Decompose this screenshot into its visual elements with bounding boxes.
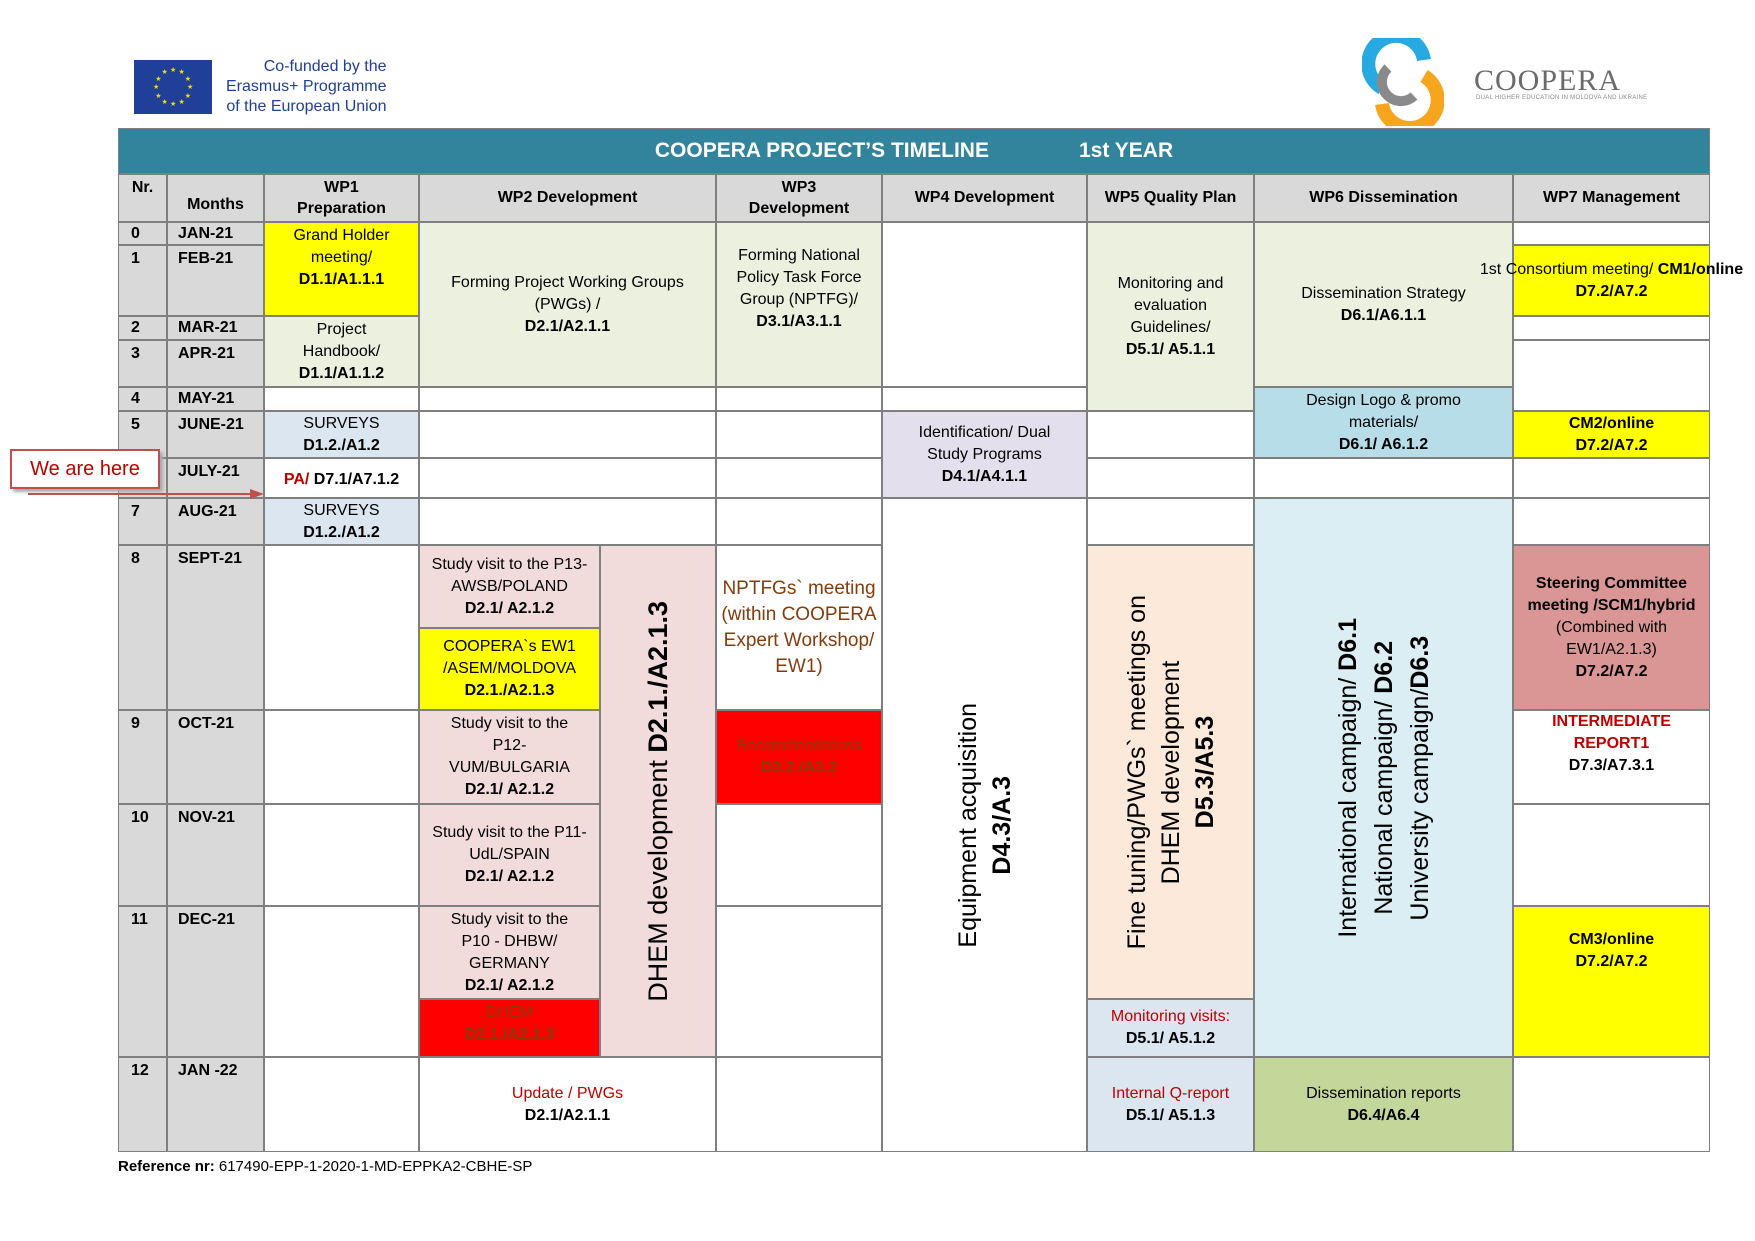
cell-code: D6.3: [1405, 635, 1434, 688]
cell-code: D1.1/A1.1.1: [298, 271, 385, 288]
row-month: JUNE-21: [167, 411, 264, 458]
header-nr: Nr.: [118, 174, 167, 222]
eu-flag-logo: [134, 60, 212, 114]
wp5-internal-q-report: [1087, 1057, 1254, 1152]
wp1-empty: [264, 804, 419, 906]
cell-text: Equipment acquisition: [953, 702, 982, 948]
cell-text: DHEM: [485, 1004, 534, 1021]
wp1-project-handbook: [264, 316, 419, 387]
cell-code: D1.2./A1.2: [303, 523, 380, 541]
wp3-forming-nptfg: [716, 222, 882, 387]
star-icon: ★: [178, 98, 185, 106]
reference-value: 617490-EPP-1-2020-1-MD-EPPKA2-CBHE-SP: [214, 1158, 533, 1175]
star-icon: ★: [155, 92, 162, 100]
header-wp5: WP5 Quality Plan: [1087, 174, 1254, 222]
wp1-empty: [264, 906, 419, 1057]
wp4-equipment-acquisition: [882, 498, 1087, 1152]
reference-number: [118, 1158, 532, 1175]
wp6-campaigns: [1254, 498, 1513, 1057]
cell-text: NPTFGs` meeting (within COOPERA Expert Workshop/ EW1): [721, 577, 877, 677]
wp2-ew1-moldova: [419, 628, 600, 710]
row-nr: 8: [118, 545, 167, 710]
cell-text: Dissemination reports: [1306, 1084, 1461, 1102]
star-icon: ★: [170, 101, 177, 108]
header-wp6: WP6 Dissemination: [1254, 174, 1513, 222]
cell-text: PA/: [283, 471, 310, 488]
cell-code: D3.1/A3.1.1: [756, 313, 842, 330]
star-icon: ★: [155, 75, 162, 83]
cell-text: COOPERA`s EW1 /ASEM/MOLDOVA: [442, 638, 577, 677]
wp7-consortium-meeting: [1479, 245, 1744, 316]
cell-text: DHEM development: [643, 752, 673, 1002]
cell-code: D2.1/ A2.1.2: [464, 868, 555, 885]
wp6-dissemination-strategy: [1254, 222, 1513, 387]
wp3-recommendations: [716, 710, 882, 804]
cell-text: Update / PWGs: [511, 1084, 624, 1102]
wp1-empty: [264, 1057, 419, 1152]
row-month: JAN-21: [167, 222, 264, 245]
header-wp2: WP2 Development: [419, 174, 716, 222]
row-month: SEPT-21: [167, 545, 264, 710]
cell-code: D2.1./A2.1.3: [643, 600, 673, 753]
wp1-empty: [264, 545, 419, 710]
row-nr: 11: [118, 906, 167, 1057]
row-nr: 3: [118, 340, 167, 387]
wp4-empty: [882, 222, 1087, 387]
wp7-empty: [1513, 804, 1710, 906]
wp2-empty: [419, 498, 716, 545]
row-nr: 7: [118, 498, 167, 545]
eu-funding-text: [226, 57, 387, 117]
row-nr: 1: [118, 245, 167, 316]
cell-code: D6.1/A6.1.1: [1340, 306, 1427, 324]
coopera-swirl-icon: [1362, 38, 1444, 126]
cell-code: D6.1/ A6.1.2: [1338, 435, 1429, 453]
wp6-dissemination-reports: [1254, 1057, 1513, 1152]
wp2-study-visit-spain: [419, 804, 600, 906]
cell-code: D5.3/A5.3: [1190, 715, 1219, 829]
wp7-empty: [1513, 1057, 1710, 1152]
table-title-main: COOPERA PROJECT’S TIMELINE: [654, 139, 989, 162]
row-month: JAN -22: [167, 1057, 264, 1152]
cell-code: D3.2./A3.2: [760, 759, 838, 776]
cell-text: Forming National Policy Task Force Group (NPTFG)/: [736, 247, 862, 308]
cell-text: Monitoring and evaluation Guidelines/: [1117, 274, 1224, 336]
header-wp7: WP7 Management: [1513, 174, 1710, 222]
cell-text: (Combined with EW1/A2.1.3): [1555, 618, 1668, 658]
cell-code: D2.1./A2.1.3: [464, 1026, 555, 1043]
wp5-monitoring-visits: [1087, 999, 1254, 1057]
cell-code: D4.1/A4.1.1: [941, 467, 1028, 485]
cell-code: D2.1/ A2.1.2: [464, 599, 555, 617]
wp3-empty: [716, 906, 882, 1057]
cell-text: INTERMEDIATE REPORT1: [1552, 713, 1671, 752]
cell-text: Grand Holder meeting/: [293, 227, 390, 266]
row-month: FEB-21: [167, 245, 264, 316]
row-month: JULY-21: [167, 458, 264, 498]
wp3-empty: [716, 804, 882, 906]
row-nr: 10: [118, 804, 167, 906]
cell-code: D5.1/ A5.1.2: [1125, 1030, 1216, 1047]
vertical-text: [1330, 618, 1438, 938]
cell-code: CM1/online: [1657, 260, 1744, 278]
wp2-dhem: [419, 999, 600, 1057]
wp7-cm2: [1513, 411, 1710, 458]
vertical-text: [1120, 595, 1222, 949]
cell-text: Forming Project Working Groups (PWGs) /: [451, 273, 684, 313]
cell-code: D2.1/ A2.1.2: [464, 781, 555, 798]
cell-text: 1st Consortium meeting/: [1479, 260, 1658, 278]
star-icon: ★: [184, 92, 191, 100]
row-month: APR-21: [167, 340, 264, 387]
wp5-monitoring-guidelines: [1087, 222, 1254, 411]
wp1-surveys-2: [264, 498, 419, 545]
header-wp1: WP1 Preparation: [264, 174, 419, 222]
wp4-identification: [882, 411, 1087, 498]
cell-code: D7.2/A7.2: [1575, 436, 1648, 454]
wp2-empty: [419, 458, 716, 498]
star-icon: ★: [153, 84, 160, 91]
eu-text-line-3: of the European Union: [226, 98, 387, 115]
wp6-design-logo: [1254, 387, 1513, 458]
wp3-empty: [716, 498, 882, 545]
cell-code: D2.1./A2.1.3: [464, 682, 555, 699]
row-month: AUG-21: [167, 498, 264, 545]
reference-label: Reference nr:: [118, 1158, 215, 1175]
cell-code: D6.4/A6.4: [1347, 1106, 1420, 1124]
cell-text: Study visit to the P13-AWSB/POLAND: [431, 555, 588, 595]
cell-text: Study visit to the P12-VUM/BULGARIA: [449, 715, 570, 776]
row-nr: 0: [118, 222, 167, 245]
wp2-study-visit-poland: [419, 545, 600, 628]
wp2-study-visit-bulgaria: [419, 710, 600, 804]
wp2-empty: [419, 411, 716, 458]
star-icon: ★: [170, 67, 177, 74]
cell-code: D7.3/A7.3.1: [1568, 757, 1655, 774]
wp2-empty: [419, 387, 716, 411]
cell-text: National campaign/: [1369, 693, 1398, 915]
row-nr: 9: [118, 710, 167, 804]
header-wp3: WP3 Development: [716, 174, 882, 222]
wp7-intermediate-report: [1513, 710, 1710, 804]
cell-text: Design Logo & promo materials/: [1306, 391, 1461, 431]
star-icon: ★: [161, 69, 168, 77]
wp4-empty: [882, 387, 1087, 411]
row-month: DEC-21: [167, 906, 264, 1057]
row-nr: 12: [118, 1057, 167, 1152]
star-icon: ★: [184, 75, 191, 83]
wp3-empty: [716, 387, 882, 411]
row-month: MAY-21: [167, 387, 264, 411]
cell-code: D7.1/A7.1.2: [309, 471, 400, 488]
row-month: MAR-21: [167, 316, 264, 340]
wp7-empty: [1513, 222, 1710, 245]
row-nr: 4: [118, 387, 167, 411]
cell-text: SURVEYS: [303, 414, 380, 432]
cell-text: CM2/online: [1568, 414, 1655, 432]
cell-code: D1.1/A1.1.2: [298, 364, 385, 382]
eu-text-line-1: Co-funded by the: [263, 58, 387, 75]
star-icon: ★: [178, 69, 185, 77]
coopera-logo-subtitle: DUAL HIGHER EDUCATION IN MOLDOVA AND UKRAINE: [1476, 95, 1648, 101]
eu-text-line-2: Erasmus+ Programme: [226, 78, 387, 95]
wp2-dhem-development: [600, 545, 716, 1057]
cell-code: D6.1: [1333, 617, 1362, 671]
star-icon: ★: [187, 84, 194, 91]
wp7-steering-committee: [1513, 545, 1710, 710]
vertical-text: [641, 601, 675, 1002]
cell-code: D2.1/A2.1.1: [524, 1106, 611, 1124]
wp7-empty: [1513, 340, 1710, 411]
cell-text: Internal Q-report: [1111, 1084, 1230, 1102]
wp7-empty: [1513, 498, 1710, 545]
cell-code: D1.2./A1.2: [303, 436, 380, 454]
timeline-table: [118, 128, 1744, 1152]
cell-code: D2.1/ A2.1.2: [464, 976, 555, 994]
cell-text: Study visit to the P11-UdL/SPAIN: [432, 824, 587, 863]
wp1-grand-holder: [264, 222, 419, 316]
wp5-empty: [1087, 498, 1254, 545]
header-wp4: WP4 Development: [882, 174, 1087, 222]
wp1-empty: [264, 387, 419, 411]
we-are-here-marker: We are here: [10, 449, 160, 489]
cell-text: DHEM development: [1156, 660, 1185, 884]
cell-text: Dissemination Strategy: [1301, 284, 1466, 302]
wp3-empty: [716, 1057, 882, 1152]
cell-text: Steering Committee meeting /SCM1/hybrid: [1527, 574, 1696, 614]
cell-code: D4.3/A.3: [987, 775, 1016, 875]
row-nr: 2: [118, 316, 167, 340]
cell-text: SURVEYS: [303, 501, 380, 519]
cell-code: D5.1/ A5.1.3: [1125, 1106, 1216, 1124]
cell-code: D2.1/A2.1.1: [524, 317, 611, 335]
wp3-empty: [716, 458, 882, 498]
wp2-study-visit-germany: [419, 906, 600, 999]
wp2-forming-pwgs: [419, 222, 716, 387]
row-month: NOV-21: [167, 804, 264, 906]
cell-code: D7.2/A7.2: [1575, 282, 1648, 300]
wp1-pa: [264, 458, 419, 498]
wp3-nptfg-meeting: [716, 545, 882, 710]
wp7-cm3: [1513, 906, 1710, 1057]
table-title: [118, 128, 1710, 174]
cell-text: International campaign/: [1333, 670, 1362, 938]
wp7-empty: [1513, 316, 1710, 340]
cell-text: Fine tuning/PWGs` meetings on: [1122, 594, 1151, 950]
star-icon: ★: [161, 98, 168, 106]
row-month: OCT-21: [167, 710, 264, 804]
vertical-text: [951, 703, 1019, 948]
coopera-logo-text: COOPERA: [1474, 64, 1622, 97]
wp5-empty: [1087, 411, 1254, 458]
cell-text: Recommendations: [736, 737, 862, 754]
wp7-empty: [1513, 458, 1710, 498]
wp3-empty: [716, 411, 882, 458]
wp2-update-pwgs: [419, 1057, 716, 1152]
row-nr: 5: [118, 411, 167, 458]
wp1-surveys: [264, 411, 419, 458]
cell-code: D6.2: [1369, 640, 1398, 694]
arrow-right-icon: [28, 488, 268, 508]
wp1-empty: [264, 710, 419, 804]
wp5-fine-tuning: [1087, 545, 1254, 999]
cell-text: Project Handbook/: [302, 320, 381, 360]
cell-text: Monitoring visits:: [1110, 1008, 1231, 1025]
cell-text: CM3/online: [1568, 931, 1655, 948]
table-title-year: 1st YEAR: [1078, 139, 1174, 162]
cell-code: D7.2/A7.2: [1575, 953, 1648, 970]
cell-text: Identification/ Dual Study Programs: [918, 423, 1051, 463]
cell-code: D5.1/ A5.1.1: [1125, 340, 1216, 358]
cell-text: Study visit to the P10 - DHBW/ GERMANY: [450, 910, 569, 972]
wp5-empty: [1087, 458, 1254, 498]
cell-code: D7.2/A7.2: [1575, 662, 1648, 680]
header-months: Months: [167, 174, 264, 222]
wp6-empty: [1254, 458, 1513, 498]
cell-text: University campaign/: [1405, 687, 1434, 920]
